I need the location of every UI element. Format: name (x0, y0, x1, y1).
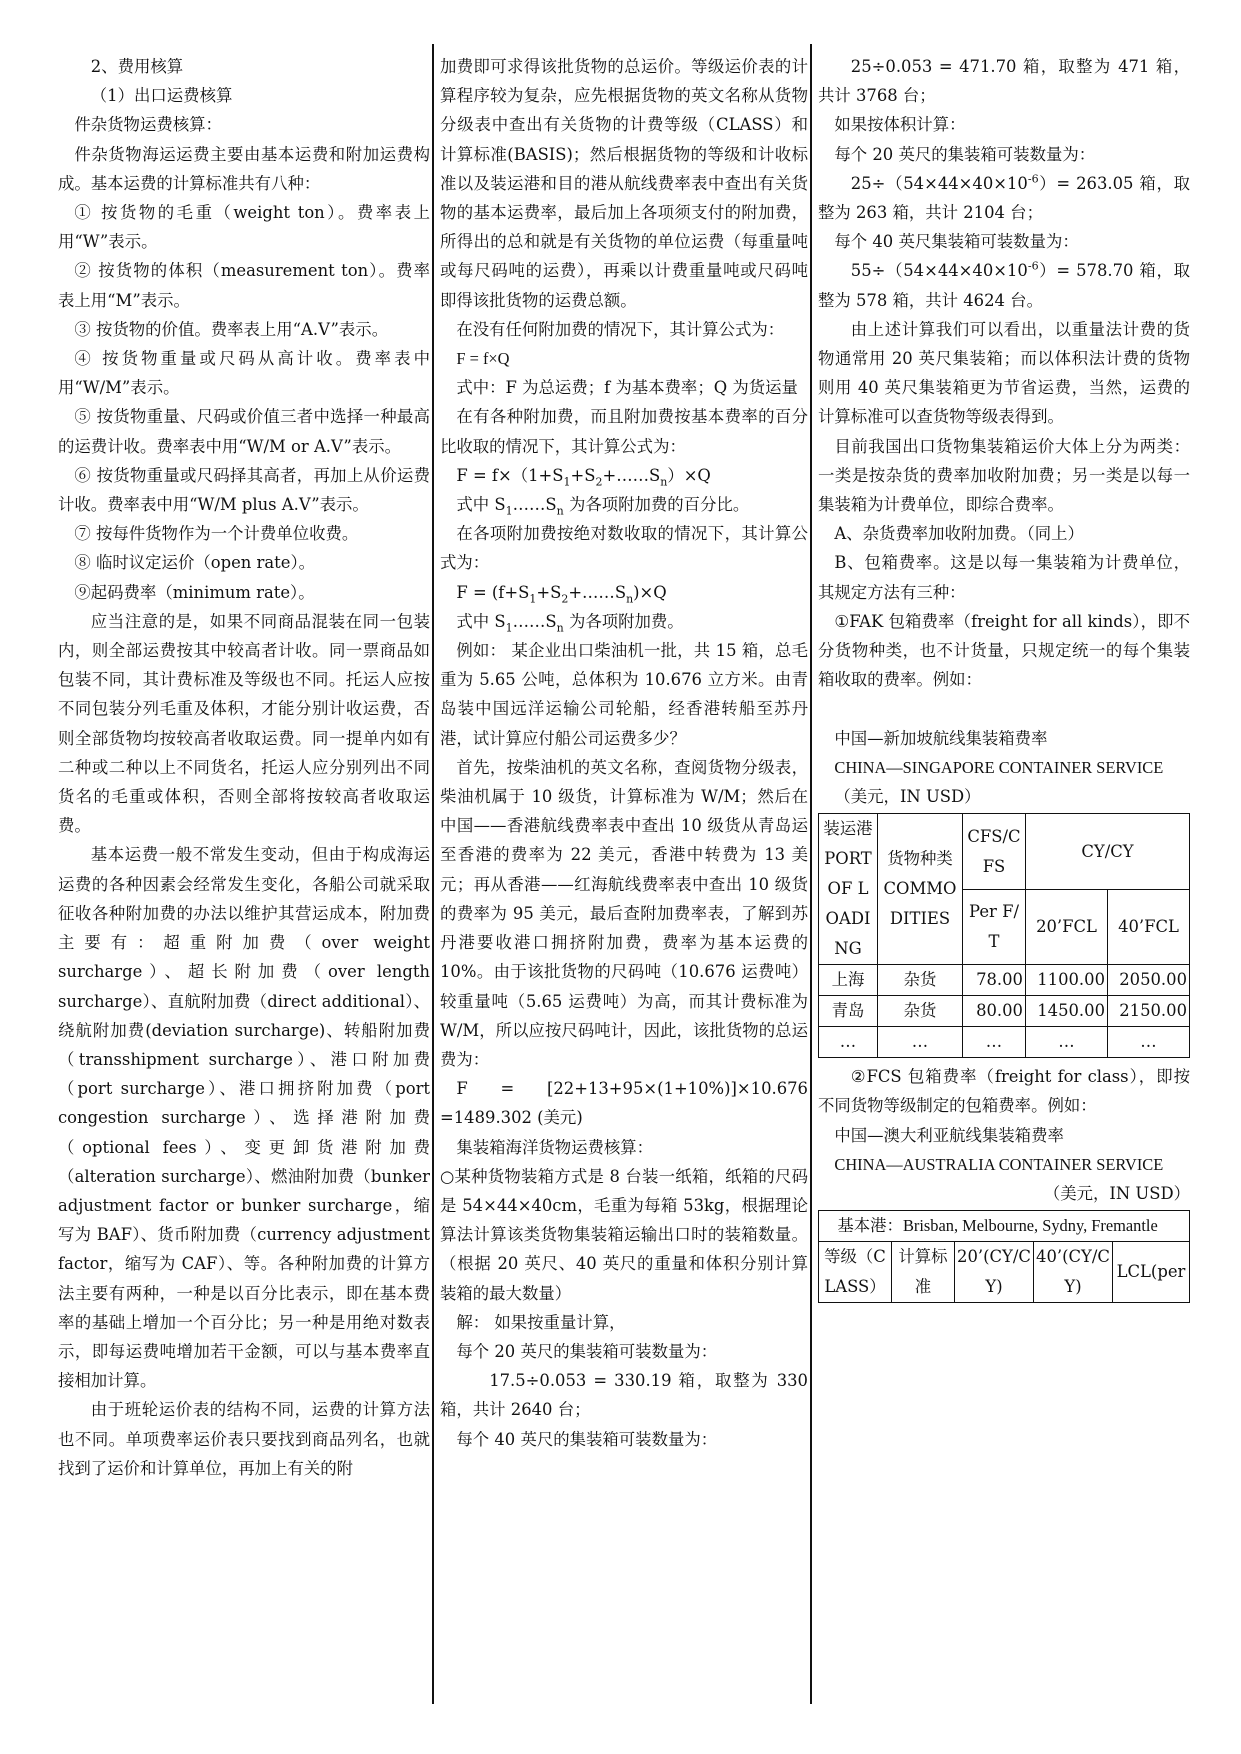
formula: $F = (f+S_1+S_2+\dots\dots S_n)\times Q$ (456, 582, 667, 605)
paragraph: B、包箱费率。这是以每一集装箱为计费单位，其规定方法有三种： (818, 553, 1190, 602)
list-item: ⑥ 按货物重量或尺码择其高者，再加上从价运费计收。费率表中用“W/M plus A.V”表示。 (58, 465, 430, 515)
table-title: 中国—新加坡航线集装箱费率 (834, 728, 1048, 748)
paragraph: 首先，按柴油机的英文名称，查阅货物分级表，柴油机属于 10 级货，计算标准为 W/M；然后在中国——香港航线费率表中查出 10 级货从青岛运至香港的费率为 22 美元，香港中转费为 13 美元；再从香港——红海航线费率表中查出 10 级货的费率为 95 美元，最后查附加费率表，了解到苏丹港要收港口拥挤附加费，费率为基本运费的 10%。由于该批货物的尺码吨（10.676 运费吨）较重量吨（5.65 运费吨）为高，而其计费标准为 W/M，所以应按尺码吨计，因此，该批货物的总运费为： (440, 757, 808, 1069)
header-20cy: 20’(CY/CY) (955, 1242, 1034, 1303)
paragraph: 在没有任何附加费的情况下，其计算公式为： (456, 319, 785, 339)
header-lcl: LCL(per (1113, 1242, 1190, 1303)
fcs-rate-table (818, 1210, 1190, 1303)
paragraph: 例如： 某企业出口柴油机一批，共 15 箱，总毛重为 5.65 公吨，总体积为 10.676 立方米。由青岛装中国远洋运输公司轮船，经香港转船至苏丹港，试计算应付船公司运费多少？ (440, 641, 808, 748)
paragraph: 式中：F 为总运费；f 为基本费率；Q 为货运量 (456, 378, 798, 398)
list-item: ① 按货物的毛重（weight ton）。费率表上用“W”表示。 (58, 203, 430, 252)
paragraph: 件杂货物运费核算： (74, 115, 222, 135)
table-row (819, 1027, 1190, 1058)
table-cell: 78.00 (963, 965, 1026, 996)
header-class: 等级（CLASS） (819, 1242, 892, 1303)
spacer (818, 694, 1190, 723)
table-cell: 2150.00 (1108, 996, 1190, 1027)
paragraph: 在有各种附加费，而且附加费按基本费率的百分比收取的情况下，其计算公式为： (440, 407, 808, 456)
list-item: ③ 按货物的价值。费率表上用“A.V”表示。 (74, 319, 389, 339)
paragraph: 由于班轮运价表的结构不同，运费的计算方法也不同。单项费率运价表只要找到商品列名，也就找到了运价和计算单位，再加上有关的附 (58, 1400, 430, 1478)
table-cell: … (878, 1027, 963, 1058)
fak-rate-table (818, 813, 1190, 1058)
paragraph: 每个 40 英尺集装箱可装数量为： (834, 232, 1079, 252)
paragraph: 如果按体积计算： (834, 115, 966, 135)
header-basis: 计算标准 (892, 1242, 955, 1303)
table-cell: 上海 (819, 965, 878, 996)
table-cell: 80.00 (963, 996, 1026, 1027)
table-cell: … (1026, 1027, 1108, 1058)
table-title-en: CHINA—AUSTRALIA CONTAINER SERVICE (834, 1154, 1164, 1174)
formula: F = f×Q (456, 349, 510, 369)
header-per-ft: Per F/T (963, 889, 1026, 965)
paragraph: 式中 $S_1\dots\dots S_n$ 为各项附加费的百分比。 (456, 495, 750, 518)
paragraph: $25\div(54\times 44\times 40\times 10^{-6})= 263.05$ 箱，取整为 263 箱，共计 2104 台； (818, 172, 1190, 223)
subsection-heading: （1）出口运费核算 (90, 86, 233, 106)
table-cell: … (963, 1027, 1026, 1058)
column-2 (440, 52, 808, 1454)
paragraph: ①FAK 包箱费率（freight for all kinds），即不分货物种类，也不计货量，只规定统一的每个集装箱收取的费率。例如： (818, 611, 1190, 690)
column-divider-2 (810, 44, 812, 1704)
formula: $F = f\times(1+S_1+S_2+\dots\dots S_n)\times Q$ (456, 465, 711, 489)
table-cell: 杂货 (878, 965, 963, 996)
list-item: ⑤ 按货物重量、尺码或价值三者中选择一种最高的运费计收。费率表中用“W/M or A.V”表示。 (58, 407, 430, 456)
paragraph: 加费即可求得该批货物的总运价。等级运价表的计算程序较为复杂，应先根据货物的英文名称从货物分级表中查出有关货物的计费等级（CLASS）和计算标准(BASIS)；然后根据货物的等级和计收标准以及装运港和目的港从航线费率表中查出有关货物的基本运费率，最后加上各项须支付的附加费，所得出的总和就是有关货物的单位运费（每重量吨或每尺码吨的运费），再乘以计费重量吨或尺码吨即得该批货物的运费总额。 (440, 57, 808, 310)
table-cell: 1450.00 (1026, 996, 1108, 1027)
paragraph: 基本运费一般不常发生变动，但由于构成海运运费的各种因素会经常发生变化，各船公司就采取征收各种附加费的办法以维护其营运成本，附加费主要有：超重附加费（over weight surcharge）、超长附加费（over length surcharge）、直航附加费（direct additional）、绕航附加费(deviation surcharge)、转船附加费（transshipment surcharge）、港口附加费（port surcharge）、港口拥挤附加费（port congestion surcharge）、选择港附加费（optional fees）、变更卸货港附加费（alteration surcharge）、燃油附加费（bunker adjustment factor or bunker surcharge，缩写为 BAF）、货币附加费（currency adjustment factor，缩写为 CAF）、等。各种附加费的计算方法主要有两种，一种是以百分比表示，即在基本费率的基础上增加一个百分比；另一种是用绝对数表示，即每运费吨增加若干金额，可以与基本费率直接相加计算。 (58, 845, 430, 1391)
header-40fcl: 40’FCL (1108, 889, 1190, 965)
column-3 (818, 52, 1190, 1307)
column-1 (58, 52, 430, 1483)
formula: F = [22+13+95×(1+10%)]×10.676 =1489.302 (美元) (440, 1079, 808, 1128)
table-cell: … (819, 1027, 878, 1058)
header-cfs: CFS/CFS (963, 814, 1026, 890)
table-title: 中国—澳大利亚航线集装箱费率 (834, 1125, 1064, 1145)
paragraph: 应当注意的是，如果不同商品混装在同一包装内，则全部运费按其中较高者计收。同一票商品如包装不同，其计费标准及等级也不同。托运人应按不同包装分列毛重及体积，才能分别计收运费，否则全部货物均按较高者收取运费。同一提单内如有二种或二种以上不同货名，托运人应分别列出不同货名的毛重或体积，否则全部将按较高者收取运费。 (58, 611, 430, 836)
table-cell: 2050.00 (1108, 965, 1190, 996)
base-ports: 基本港：Brisban, Melbourne, Sydny, Fremantle (819, 1211, 1190, 1242)
paragraph: 集装箱海洋货物运费核算： (456, 1137, 654, 1157)
table-row (819, 996, 1190, 1027)
list-item: ⑦ 按每件货物作为一个计费单位收费。 (74, 524, 359, 544)
paragraph: 17.5÷0.053 = 330.19 箱，取整为 330 箱，共计 2640 台； (440, 1371, 808, 1420)
list-item: ② 按货物的体积（measurement ton）。费率表上用“M”表示。 (58, 261, 430, 310)
list-item: ④ 按货物重量或尺码从高计收。费率表中用“W/M”表示。 (58, 349, 430, 398)
table-unit: （美元，IN USD） (834, 787, 981, 807)
list-item: ⑨起码费率（minimum rate）。 (74, 582, 315, 602)
paragraph: 每个 20 英尺的集装箱可装数量为： (456, 1341, 718, 1361)
paragraph: 每个 40 英尺的集装箱可装数量为： (456, 1429, 718, 1449)
table-row (819, 965, 1190, 996)
header-cy: CY/CY (1026, 814, 1190, 890)
list-item: ⑧ 临时议定运价（open rate）。 (74, 553, 316, 573)
table-cell: 青岛 (819, 996, 878, 1027)
table-cell: 杂货 (878, 996, 963, 1027)
paragraph: 每个 20 英尺的集装箱可装数量为： (834, 144, 1096, 164)
paragraph: 25÷0.053 = 471.70 箱，取整为 471 箱，共计 3768 台； (818, 57, 1190, 106)
paragraph: A、杂货费率加收附加费。（同上） (834, 524, 1084, 544)
paragraph: 解： 如果按重量计算， (456, 1312, 626, 1332)
paragraph: 在各项附加费按绝对数收取的情况下，其计算公式为： (440, 524, 808, 573)
paragraph: ○某种货物装箱方式是 8 台装一纸箱，纸箱的尺码是 54×44×40cm，毛重为每箱 53kg，根据理论算法计算该类货物集装箱运输出口时的装箱数量。（根据 20 英尺、40 英尺的重量和体积分别计算装箱的最大数量） (440, 1166, 808, 1303)
header-40cy: 40’(CY/CY) (1034, 1242, 1113, 1303)
paragraph: 目前我国出口货物集装箱运价大体上分为两类：一类是按杂货的费率加收附加费；另一类是以每一集装箱为计费单位，即综合费率。 (818, 436, 1190, 515)
table-unit: （美元，IN USD） (1043, 1184, 1190, 1204)
table-title-en: CHINA—SINGAPORE CONTAINER SERVICE (834, 757, 1164, 777)
section-heading: 2、费用核算 (90, 57, 184, 76)
paragraph: 式中 $S_1\dots\dots S_n$ 为各项附加费。 (456, 611, 684, 635)
table-cell: 1100.00 (1026, 965, 1108, 996)
paragraph: 由上述计算我们可以看出，以重量法计费的货物通常用 20 英尺集装箱；而以体积法计费的货物则用 40 英尺集装箱更为节省运费，当然，运费的计算标准可以查货物等级表得到。 (818, 319, 1190, 427)
paragraph: ②FCS 包箱费率（freight for class），即按不同货物等级制定的包箱费率。例如： (818, 1067, 1190, 1116)
table-cell: … (1108, 1027, 1190, 1058)
header-port: 装运港 PORT OF LOADING (819, 814, 878, 965)
header-commodities: 货物种类 COMMODITIES (878, 814, 963, 965)
paragraph: 件杂货物海运运费主要由基本运费和附加运费构成。基本运费的计算标准共有八种： (58, 144, 430, 193)
column-divider-1 (432, 44, 434, 1704)
header-20fcl: 20’FCL (1026, 889, 1108, 965)
paragraph: $55\div(54\times 44\times 40\times 10^{-6})= 578.70$ 箱，取整为 578 箱，共计 4624 台。 (818, 259, 1190, 310)
